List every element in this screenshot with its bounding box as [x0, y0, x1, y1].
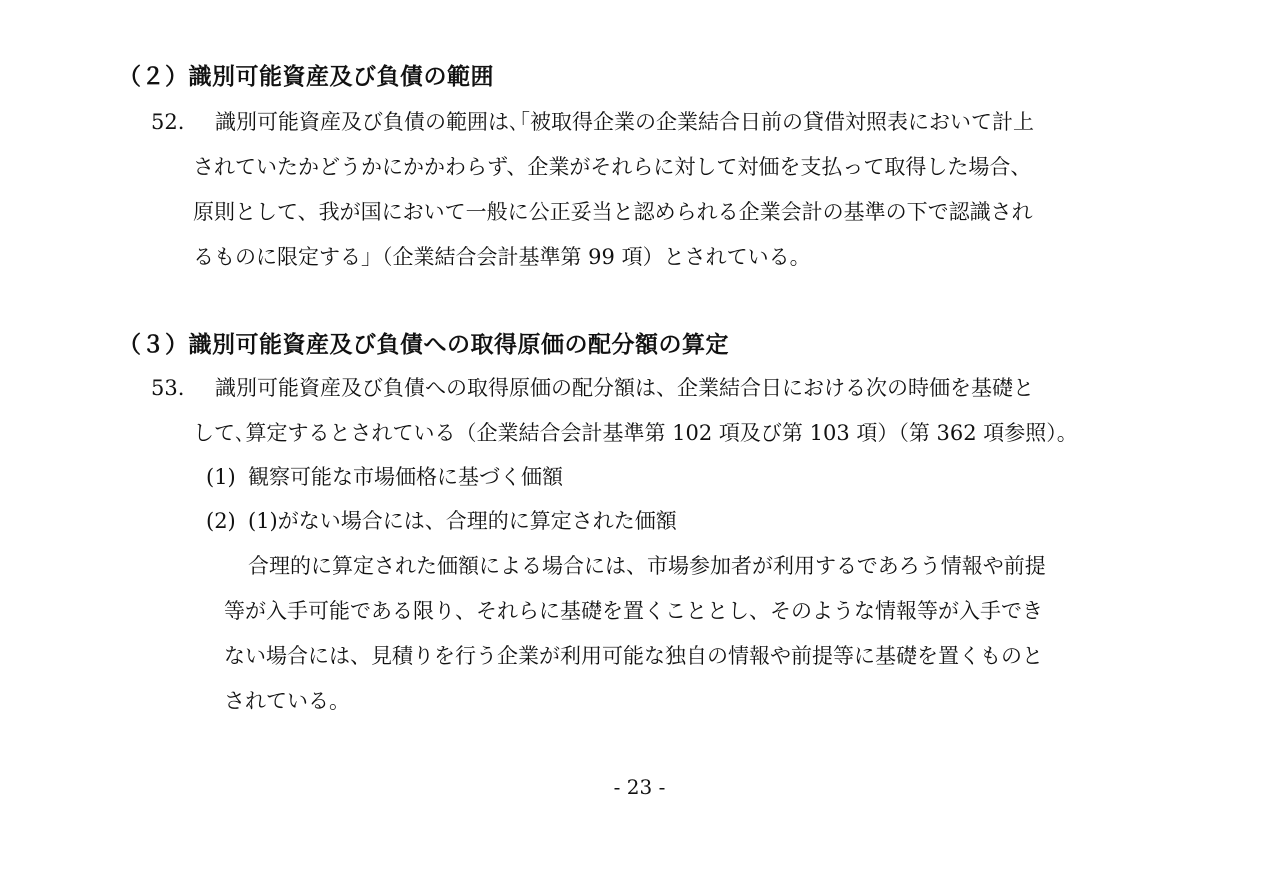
- item-number: (2): [206, 509, 236, 533]
- item-text: (1)がない場合には、合理的に算定された価額: [248, 509, 677, 533]
- paragraph-line: 合理的に算定された価額による場合には、市場参加者が利用するであろう情報や前提: [248, 554, 1046, 578]
- section-heading-3: （３）識別可能資産及び負債への取得原価の配分額の算定: [118, 332, 729, 358]
- paragraph-number: 53.: [151, 376, 185, 400]
- paragraph-line: されている。: [224, 689, 350, 713]
- paragraph-line: ない場合には、見積りを行う企業が利用可能な独自の情報や前提等に基礎を置くものと: [224, 644, 1043, 668]
- list-item-2: [206, 499, 677, 544]
- paragraph-text: 識別可能資産及び負債への取得原価の配分額は、企業結合日における次の時価を基礎と: [215, 376, 1034, 400]
- item-number: (1): [206, 465, 236, 489]
- paragraph-text: 識別可能資産及び負債の範囲は､｢被取得企業の企業結合日前の貸借対照表において計上: [215, 110, 1034, 134]
- section-heading-2: （２）識別可能資産及び負債の範囲: [118, 64, 494, 90]
- sub-paragraph: [224, 544, 1174, 724]
- paragraph-line: るものに限定する｣（企業結合会計基準第 99 項）とされている。: [193, 245, 811, 269]
- paragraph-line: されていたかどうかにかかわらず、企業がそれらに対して対価を支払って取得した場合、: [193, 155, 1032, 179]
- page-number: - 23 -: [613, 775, 666, 799]
- paragraph-line: [151, 100, 1173, 145]
- paragraph-52: [151, 100, 1173, 280]
- item-text: 観察可能な市場価格に基づく価額: [248, 465, 563, 489]
- paragraph-53: [151, 366, 1173, 456]
- paragraph-line: して､算定するとされている（企業結合会計基準第 102 項及び第 103 項）（第 362 項参照）。: [193, 421, 1078, 445]
- paragraph-line: 原則として、我が国において一般に公正妥当と認められる企業会計の基準の下で認識され: [193, 200, 1033, 224]
- paragraph-line: [151, 366, 1173, 411]
- paragraph-number: 52.: [151, 110, 185, 134]
- list-item-1: [206, 455, 563, 500]
- paragraph-line: 等が入手可能である限り、それらに基礎を置くこととし、そのような情報等が入手でき: [224, 599, 1043, 623]
